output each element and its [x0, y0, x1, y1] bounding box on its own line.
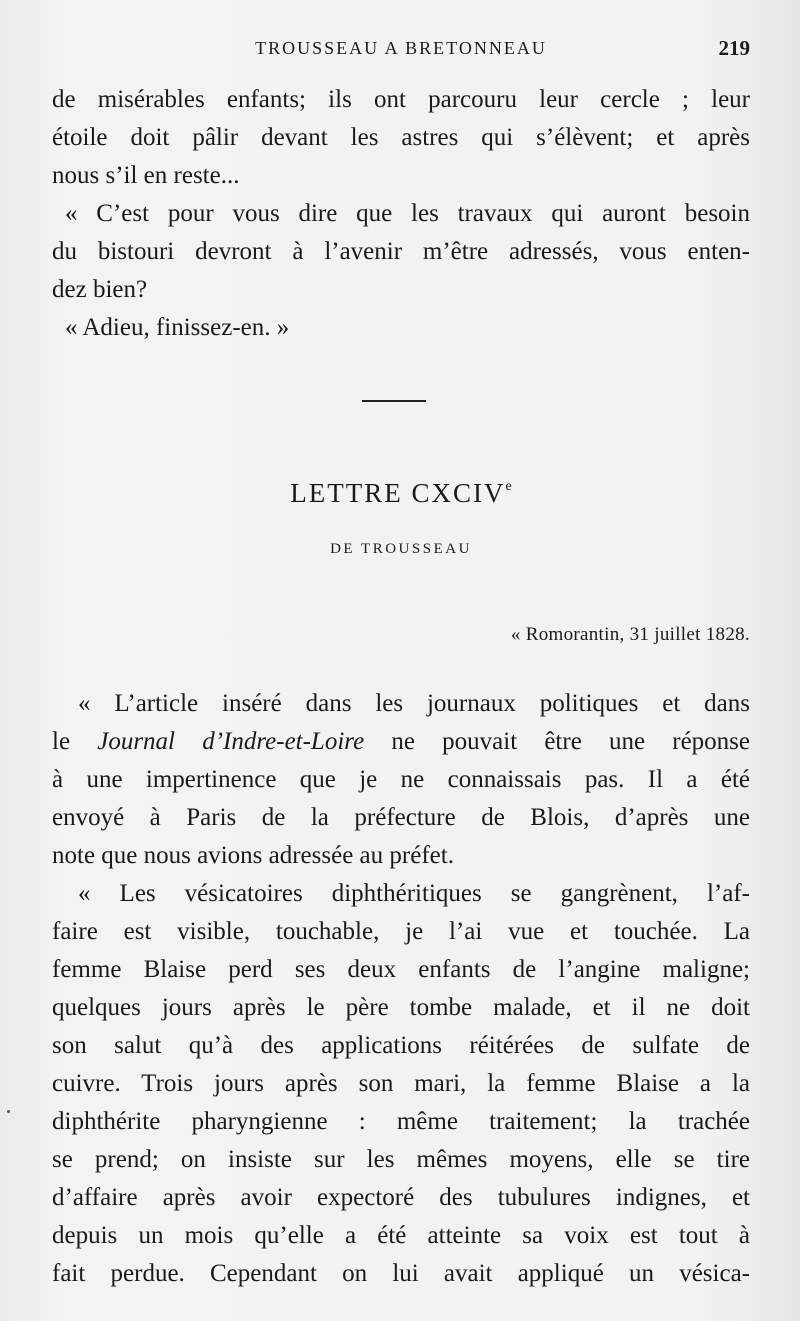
letter-heading	[52, 478, 750, 509]
text-fragment: ne pouvait être une réponse	[364, 728, 751, 755]
text-line	[52, 723, 750, 761]
text-line: dez bien?	[52, 276, 148, 303]
text-line: se prend; on insiste sur les mêmes moyens, elle se tire	[52, 1146, 750, 1173]
page-number: 219	[718, 36, 750, 60]
text-line: note que nous avions adressée au préfet.	[52, 842, 454, 869]
text-line: « Les vésicatoires diphthéritiques se gangrènent, l’af-	[78, 880, 750, 907]
letter-author: DE TROUSSEAU	[330, 541, 472, 557]
text-line: du bistouri devront à l’avenir m’être adressés, vous enten-	[52, 238, 750, 265]
text-line: de misérables enfants; ils ont parcouru leur cercle ; leur	[52, 86, 750, 113]
text-line: « L’article inséré dans les journaux politiques et dans	[78, 690, 750, 717]
ink-speck	[7, 1110, 10, 1113]
letter-heading-text: LETTRE CXCIV	[290, 478, 506, 508]
text-fragment: le	[52, 728, 98, 755]
text-line: à une impertinence que je ne connaissais pas. Il a été	[52, 766, 750, 793]
text-line: faire est visible, touchable, je l’ai vue et touchée. La	[52, 918, 750, 945]
text-line: d’affaire après avoir expectoré des tubulures indignes, et	[52, 1184, 750, 1211]
letter-heading-sup: e	[505, 479, 512, 494]
text-line: envoyé à Paris de la préfecture de Blois, d’après une	[52, 804, 750, 831]
text-line: depuis un mois qu’elle a été atteinte sa voix est tout à	[52, 1222, 750, 1249]
text-line: femme Blaise perd ses deux enfants de l’angine maligne;	[52, 956, 750, 983]
running-title: TROUSSEAU A BRETONNEAU	[255, 38, 547, 58]
text-line: « Adieu, finissez-en. »	[65, 314, 290, 341]
text-line: nous s’il en reste...	[52, 162, 240, 189]
text-line: cuivre. Trois jours après son mari, la femme Blaise a la	[52, 1070, 750, 1097]
journal-title: Journal d’Indre-et-Loire	[97, 728, 365, 755]
text-line: fait perdue. Cependant on lui avait appliqué un vésica-	[52, 1260, 750, 1287]
text-line: étoile doit pâlir devant les astres qui s’élèvent; et après	[52, 124, 750, 151]
text-line: diphthérite pharyngienne : même traitement; la trachée	[52, 1108, 750, 1135]
letter-dateline: « Romorantin, 31 juillet 1828.	[510, 624, 750, 645]
section-divider	[362, 400, 426, 402]
running-head	[52, 36, 750, 64]
text-line: quelques jours après le père tombe malade, et il ne doit	[52, 994, 750, 1021]
text-line: son salut qu’à des applications réitérées de sulfate de	[52, 1032, 750, 1059]
text-line: « C’est pour vous dire que les travaux qui auront besoin	[65, 200, 750, 227]
